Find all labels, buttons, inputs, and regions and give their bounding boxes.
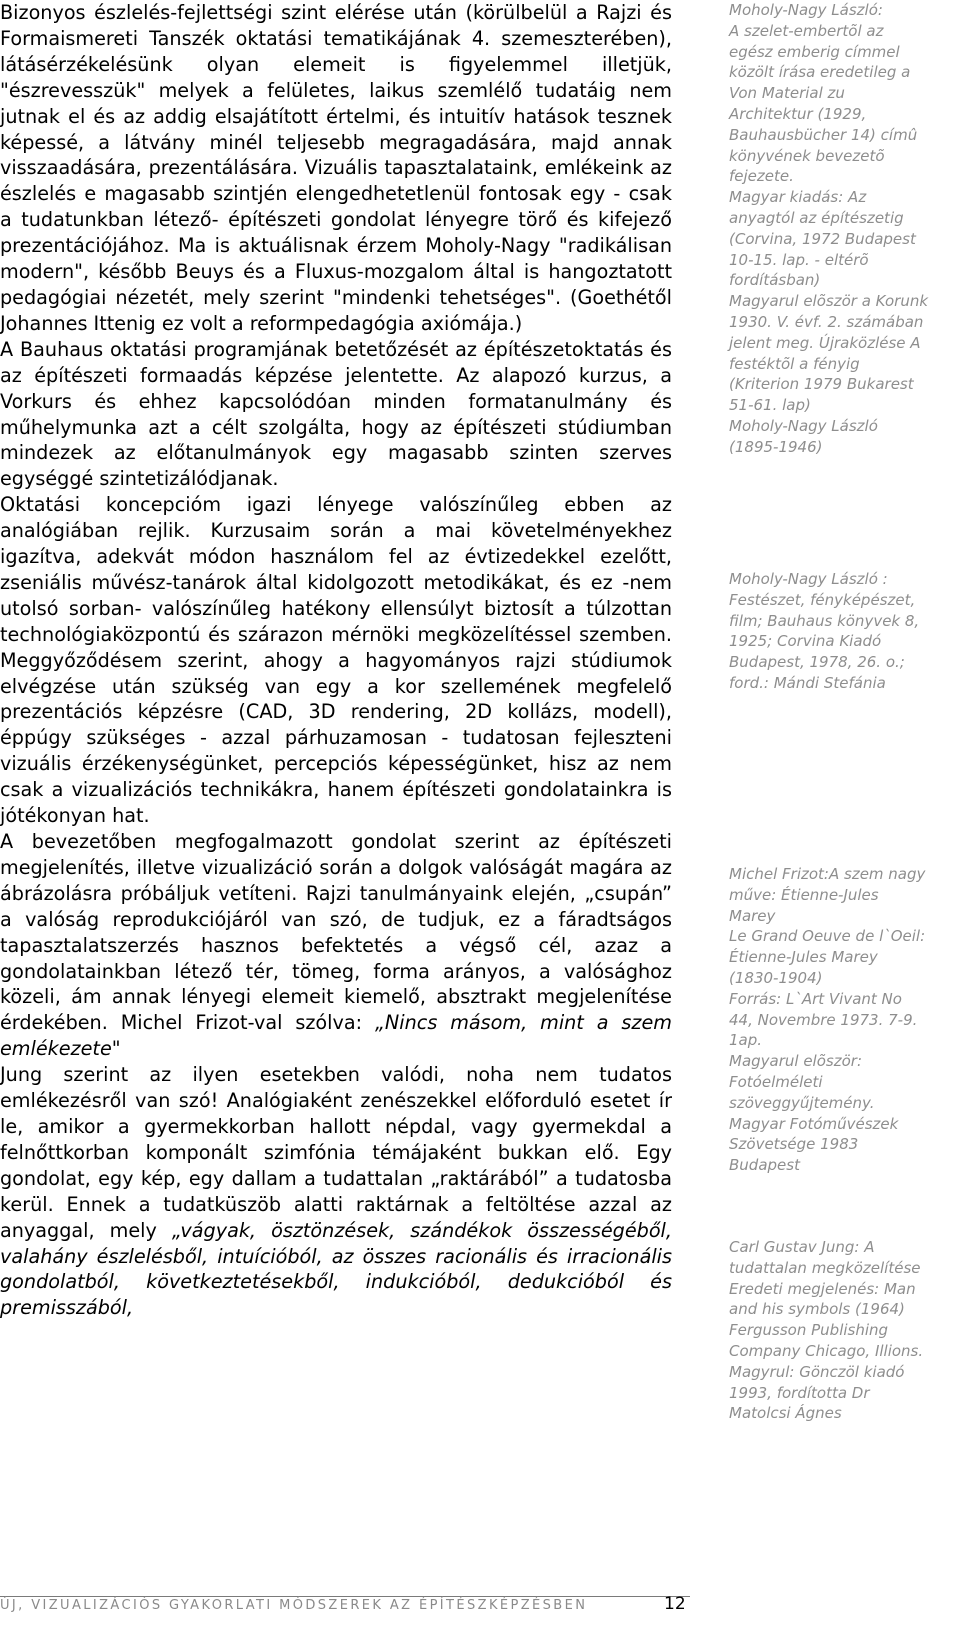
frizot-quote: „Nincs másom, mint a szem emlékezete" bbox=[0, 1011, 672, 1061]
paragraph-1: Bizonyos észlelés-fejlettségi szint elérése után (körülbelül a Rajzi és Formaismereti Tanszék oktatási tematikájának 4. szemeszterében), látásérzékelésünk olyan elemeit is figyelemmel illetjük, "észrevesszük" melyek a felületes, laikus szemlélő tudatáig nem jutnak el és az addig elsajátított értelmi, és intuitív hatások tesznek képessé, a látvány minél teljesebb megragadására, majd annak visszaadására, prezentálására. Vizuális tapasztalataink, emlékeink az észlelés e magasabb szintjén elengedhetetlenül fontosak egy - csak a tudatunkban létező- építészeti gondolat lényegre törő és kifejező prezentációjához. Ma is aktuálisnak érzem Moholy-Nagy "radikálisan modern", később Beuys és a Fluxus-mozgalom által is hangoztatott pedagógiai nézetét, mely szerint "mindenki tehetséges". (Goethétől Johannes Ittenig ez volt a reformpedagógia axiómája.) bbox=[0, 1, 672, 335]
paragraph-4-text: A bevezetőben megfogalmazott gondolat szerint az építészeti megjelenítés, illetve vizualizáció során a dolgok valóságát magára az ábrázolásra próbáljuk vetíteni. Rajzi tanulmányaink elején, „csupán” a valóság reprodukciójáról van szó, de tudjuk, ez a fáradtságos tapasztalatszerzés hasznos befektetés a végső cél, azaz a gondolatainkban létező tér, tömeg, forma arányos, a valósághoz közeli, ám annak lényegi elemeit kiemelő, absztrakt megjelenítése érdekében. Michel Frizot-val szólva: bbox=[0, 830, 672, 1035]
jung-quote: „vágyak, ösztönzések, szándékok összességéből, valahány észlelésből, intuícióból, az összes racionális és irracionális gondolatból, következtetésekből, indukcióból, dedukcióból és premisszából, bbox=[0, 1218, 672, 1320]
note-moholy-nagy-2: Moholy-Nagy László : Festészet, fényképészet, film; Bauhaus könyvek 8, 1925; Corvina Kiadó Budapest, 1978, 26. o.; ford.: Mándi Stefánia bbox=[729, 570, 920, 692]
page-number: 12 bbox=[664, 1594, 686, 1614]
paragraph-3: Oktatási koncepcióm igazi lényege valószínűleg ebben az analógiában rejlik. Kurzusaim során a mai követelményekhez igazítva, adekvát módon használom fel az évtizedekkel ezelőtt, zseniális művész-tanárok által kidolgozott metodikákat, és ez -nem utolsó sorban- valószínűleg hatékony ellensúlyt biztosít a túlzottan technológiaközpontú és szárazon mérnöki megközelítéssel szemben. Meggyőződésem szerint, ahogy a hagyományos rajzi stúdiumok elvégzése után szükség van egy a kor szellemének megfelelő prezentációs képzésre (CAD, 3D rendering, 2D kollázs, modell), éppúgy szükséges - azzal párhuzamosan - tudatosan fejleszteni vizuális érzékenységünket, percepciós képességünket, hisz az nem csak a vizualizációs technikákra, hanem építészeti gondolatainkra is jótékonyan hat. bbox=[0, 493, 672, 828]
note-jung: Carl Gustav Jung: A tudattalan megközelítése Eredeti megjelenés: Man and his symbols (1964) Fergusson Publishing Company Chicago, Illions. Magyrul: Gönczöl kiadó 1993, fordította Dr Matolcsi Ágnes bbox=[729, 1238, 924, 1423]
note-frizot: Michel Frizot:A szem nagy műve: Étienne-Jules Marey Le Grand Oeuve de l`Oeil: Étienne-Jules Marey (1830-1904) Forrás: L`Art Vivant No 44, Novembre 1973. 7-9. 1ap. Magyarul elõször: Fotóelméleti szöveggyűjtemény. Magyar Fotóművészek Szövetsége 1983 Budapest bbox=[729, 865, 926, 1175]
paragraph-5 bbox=[0, 1062, 672, 1321]
note-moholy-nagy-1: Moholy-Nagy László: A szelet-embertõl az egész emberig címmel közölt írása eredetileg a Von Material zu Architektur (1929, Bauhausbücher 14) címû könyvének bevezetõ fejezete. Magyar kiadás: Az anyagtól az építészetig (Corvina, 1972 Budapest 10-15. lap. - eltérõ fordításban) Magyarul elõször a Korunk 1930. V. évf. 2. számában jelent meg. Újraközlése A festéktõl a fényig (Kriterion 1979 Bukarest 51-61. lap) Moholy-Nagy László (1895-1946) bbox=[729, 1, 929, 456]
paragraph-2: A Bauhaus oktatási programjának betetőzését az építészetoktatás és az építészeti formaadás képzése jelentette. Az alapozó kurzus, a Vorkurs és ehhez kapcsolódóan minden formatanulmány és műhelymunka azt a célt szolgálta, hogy az építészeti stúdiumban mindezek az előtanulmányok egy magasabb szinten szerves egységgé szintetizálódjanak. bbox=[0, 337, 672, 491]
paragraph-5-text: Jung szerint az ilyen esetekben valódi, noha nem tudatos emlékezésről van szó! Analógiaként zenészekkel előforduló esetet ír le, amikor a gyermekkorban hallott népdal, vagy gyermekdal a felnőttkorban komponált szimfónia témájaként bukkan elő. Egy gondolat, egy kép, egy dallam a tudattalan „raktárából” a tudatosba kerül. Ennek a tudatküszöb alatti raktárnak a feltöltése azzal az anyaggal, mely bbox=[0, 1063, 672, 1242]
footer-title: ÚJ, VIZUALIZÁCIÓS GYAKORLATI MÓDSZEREK AZ ÉPÍTÉSZKÉPZÉSBEN bbox=[0, 1598, 588, 1613]
footer-divider bbox=[0, 1596, 690, 1597]
paragraph-4 bbox=[0, 829, 672, 1062]
